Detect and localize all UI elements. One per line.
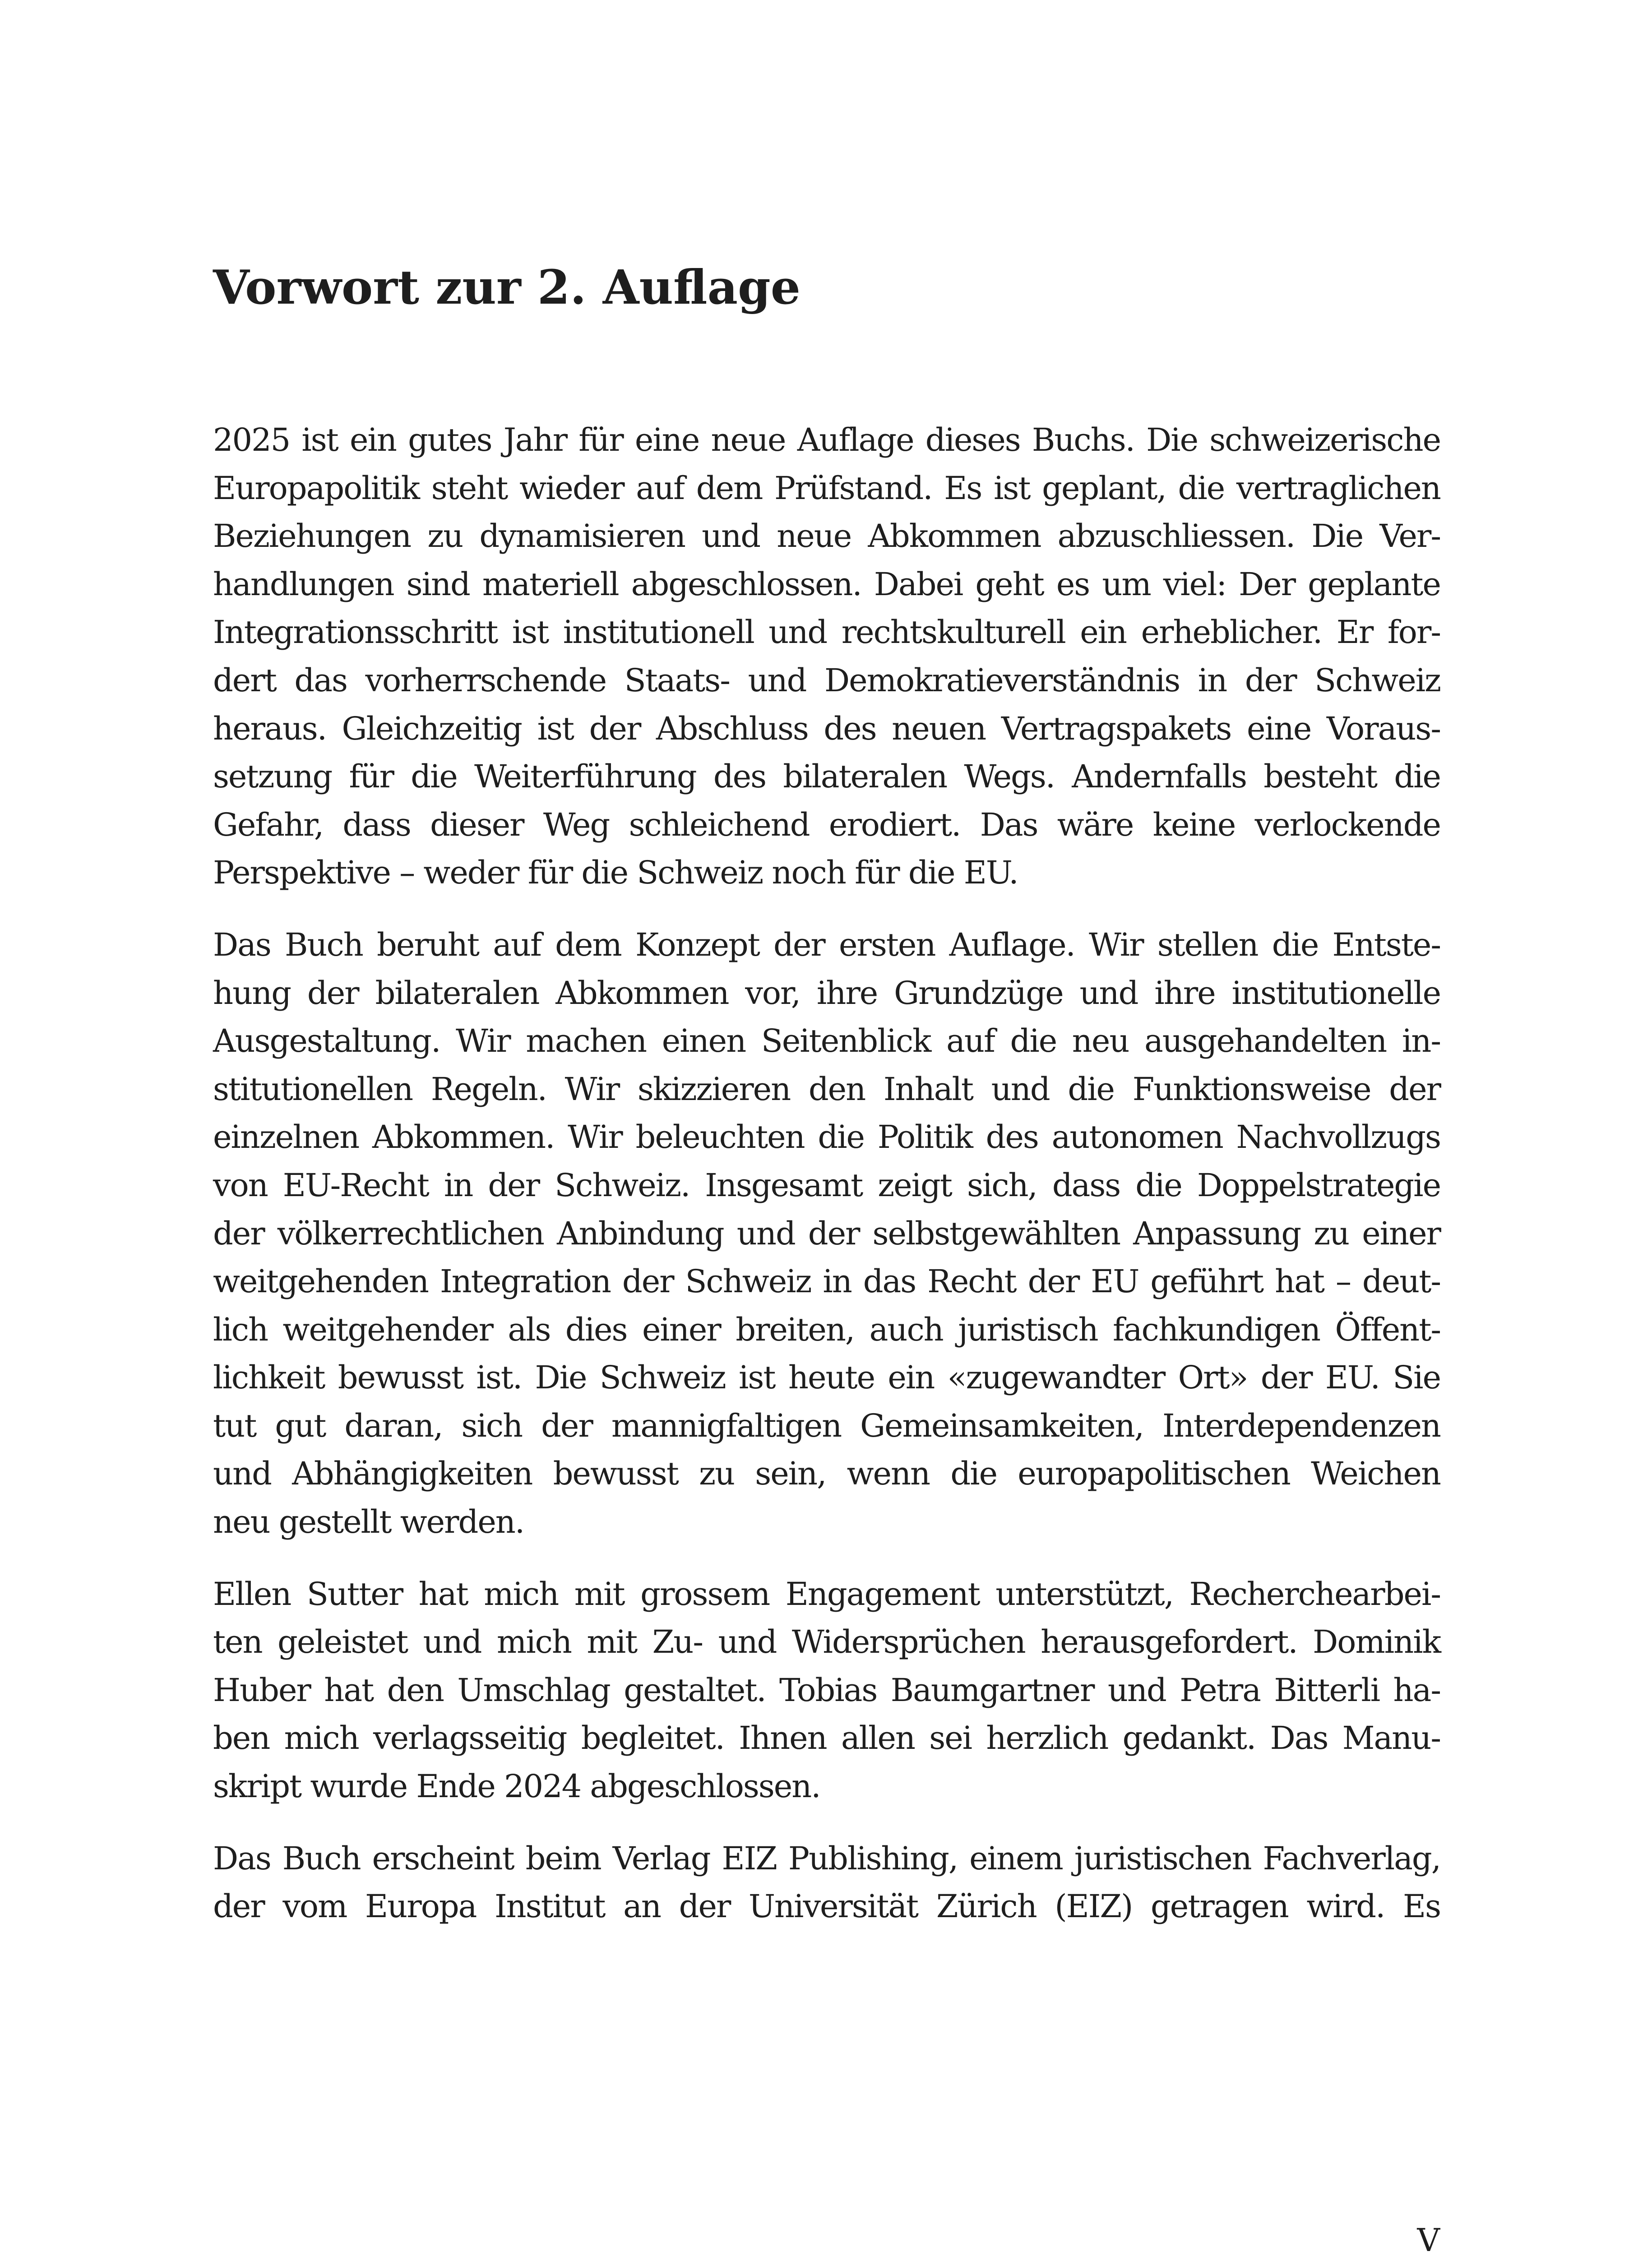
text-line: neu gestellt werden. (213, 1503, 524, 1541)
text-line: Integrationsschritt ist institutionell und rechtskulturell ein erheblicher. Er for- (213, 614, 1440, 651)
text-line: ben mich verlagsseitig begleitet. Ihnen allen sei herzlich gedankt. Das Manu- (213, 1720, 1440, 1757)
paragraph-2 (213, 921, 1440, 1546)
page-number: V (1417, 2222, 1440, 2256)
body-text (213, 416, 1440, 1955)
text-line: Das Buch erscheint beim Verlag EIZ Publishing, einem juristischen Fachverlag, (213, 1840, 1440, 1877)
text-line: der vom Europa Institut an der Universität Zürich (EIZ) getragen wird. Es (213, 1888, 1440, 1925)
paragraph-3 (213, 1570, 1440, 1811)
text-line: einzelnen Abkommen. Wir beleuchten die Politik des autonomen Nachvollzugs (213, 1119, 1440, 1156)
text-line: Ellen Sutter hat mich mit grossem Engagement unterstützt, Recherchearbei- (213, 1575, 1440, 1613)
text-line: lichkeit bewusst ist. Die Schweiz ist heute ein «zugewandter Ort» der EU. Sie (213, 1359, 1440, 1396)
page-title: Vorwort zur 2. Auflage (213, 259, 801, 315)
text-line: Beziehungen zu dynamisieren und neue Abkommen abzuschliessen. Die Ver- (213, 518, 1440, 555)
paragraph-1 (213, 416, 1440, 897)
text-line: heraus. Gleichzeitig ist der Abschluss des neuen Vertragspakets eine Voraus- (213, 710, 1440, 747)
text-line: 2025 ist ein gutes Jahr für eine neue Auflage dieses Buchs. Die schweizerische (213, 421, 1440, 458)
paragraph-4 (213, 1835, 1440, 1931)
text-line: Huber hat den Umschlag gestaltet. Tobias Baumgartner und Petra Bitterli ha- (213, 1671, 1440, 1709)
text-line: Gefahr, dass dieser Weg schleichend erodiert. Das wäre keine verlockende (213, 806, 1440, 843)
text-line: und Abhängigkeiten bewusst zu sein, wenn die europapolitischen Weichen (213, 1455, 1440, 1493)
text-line: ten geleistet und mich mit Zu- und Widersprüchen herausgefordert. Dominik (213, 1623, 1440, 1661)
text-line: skript wurde Ende 2024 abgeschlossen. (213, 1768, 820, 1805)
text-line: lich weitgehender als dies einer breiten, auch juristisch fachkundigen Öffent- (213, 1311, 1440, 1348)
text-line: dert das vorherrschende Staats- und Demokratieverständnis in der Schweiz (213, 661, 1440, 699)
text-line: hung der bilateralen Abkommen vor, ihre Grundzüge und ihre institutionelle (213, 974, 1440, 1012)
text-line: Ausgestaltung. Wir machen einen Seitenblick auf die neu ausgehandelten in- (213, 1022, 1440, 1060)
text-line: setzung für die Weiterführung des bilateralen Wegs. Andernfalls besteht die (213, 758, 1440, 795)
text-line: Europapolitik steht wieder auf dem Prüfstand. Es ist geplant, die vertraglichen (213, 469, 1440, 507)
text-line: tut gut daran, sich der mannigfaltigen Gemeinsamkeiten, Interdependenzen (213, 1407, 1440, 1444)
text-line: Das Buch beruht auf dem Konzept der ersten Auflage. Wir stellen die Entste- (213, 926, 1440, 963)
text-line: handlungen sind materiell abgeschlossen. Dabei geht es um viel: Der geplante (213, 565, 1440, 603)
text-line: stitutionellen Regeln. Wir skizzieren den Inhalt und die Funktionsweise der (213, 1070, 1440, 1108)
text-line: weitgehenden Integration der Schweiz in das Recht der EU geführt hat – deut- (213, 1263, 1440, 1300)
text-line: von EU-Recht in der Schweiz. Insgesamt zeigt sich, dass die Doppelstrategie (213, 1166, 1440, 1204)
text-line: Perspektive – weder für die Schweiz noch für die EU. (213, 854, 1018, 892)
text-line: der völkerrechtlichen Anbindung und der selbstgewählten Anpassung zu einer (213, 1215, 1440, 1252)
